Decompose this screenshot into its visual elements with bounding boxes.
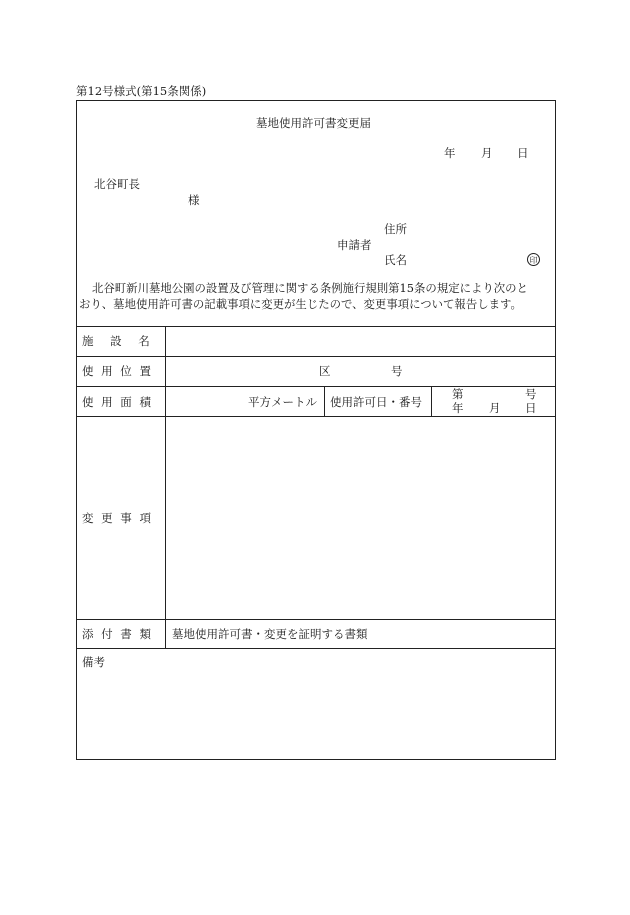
permit-day-label: 日 <box>525 401 537 415</box>
label-column-divider <box>165 326 166 648</box>
label-facility-name: 施 設 名 <box>82 334 150 348</box>
form-title: 墓地使用許可書変更届 <box>256 116 371 130</box>
row-line-1 <box>76 356 556 357</box>
label-changes: 変 更 事 項 <box>82 511 151 525</box>
name-label: 氏名 <box>384 253 407 267</box>
label-use-location: 使 用 位 置 <box>82 364 151 378</box>
date-month-label: 月 <box>481 146 493 160</box>
sqm-unit: 平方メートル <box>248 395 317 409</box>
row-line-4 <box>76 619 556 620</box>
permit-year-label: 年 <box>452 401 464 415</box>
go-label: 号 <box>391 364 403 378</box>
attachments-value: 墓地使用許可書・変更を証明する書類 <box>172 627 368 641</box>
permit-month-label: 月 <box>489 401 501 415</box>
row-line-5 <box>76 648 556 649</box>
row-line-2 <box>76 386 556 387</box>
form-frame <box>76 100 556 760</box>
label-use-area: 使 用 面 積 <box>82 395 151 409</box>
ku-label: 区 <box>319 364 331 378</box>
area-divider-1 <box>324 386 325 416</box>
remarks-label: 備考 <box>82 655 105 669</box>
body-text-line-2: おり、墓地使用許可書の記載事項に変更が生じたので、変更事項について報告します。 <box>79 297 522 311</box>
honorific: 様 <box>188 193 200 207</box>
form-number: 第12号様式(第15条関係) <box>76 84 207 98</box>
date-day-label: 日 <box>517 146 529 160</box>
table-top-line <box>76 326 556 327</box>
label-attachments: 添 付 書 類 <box>82 627 151 641</box>
area-divider-2 <box>431 386 432 416</box>
permit-go-label: 号 <box>525 387 537 401</box>
address-label: 住所 <box>384 222 407 236</box>
permit-date-number-label: 使用許可日・番号 <box>330 395 422 409</box>
date-year-label: 年 <box>444 146 456 160</box>
recipient: 北谷町長 <box>94 177 140 191</box>
row-line-3 <box>76 416 556 417</box>
body-text-line-1: 北谷町新川墓地公園の設置及び管理に関する条例施行規則第15条の規定により次のと <box>92 281 528 295</box>
seal-mark: 印 <box>527 253 540 266</box>
applicant-label: 申請者 <box>337 238 372 252</box>
permit-dai-label: 第 <box>452 387 464 401</box>
